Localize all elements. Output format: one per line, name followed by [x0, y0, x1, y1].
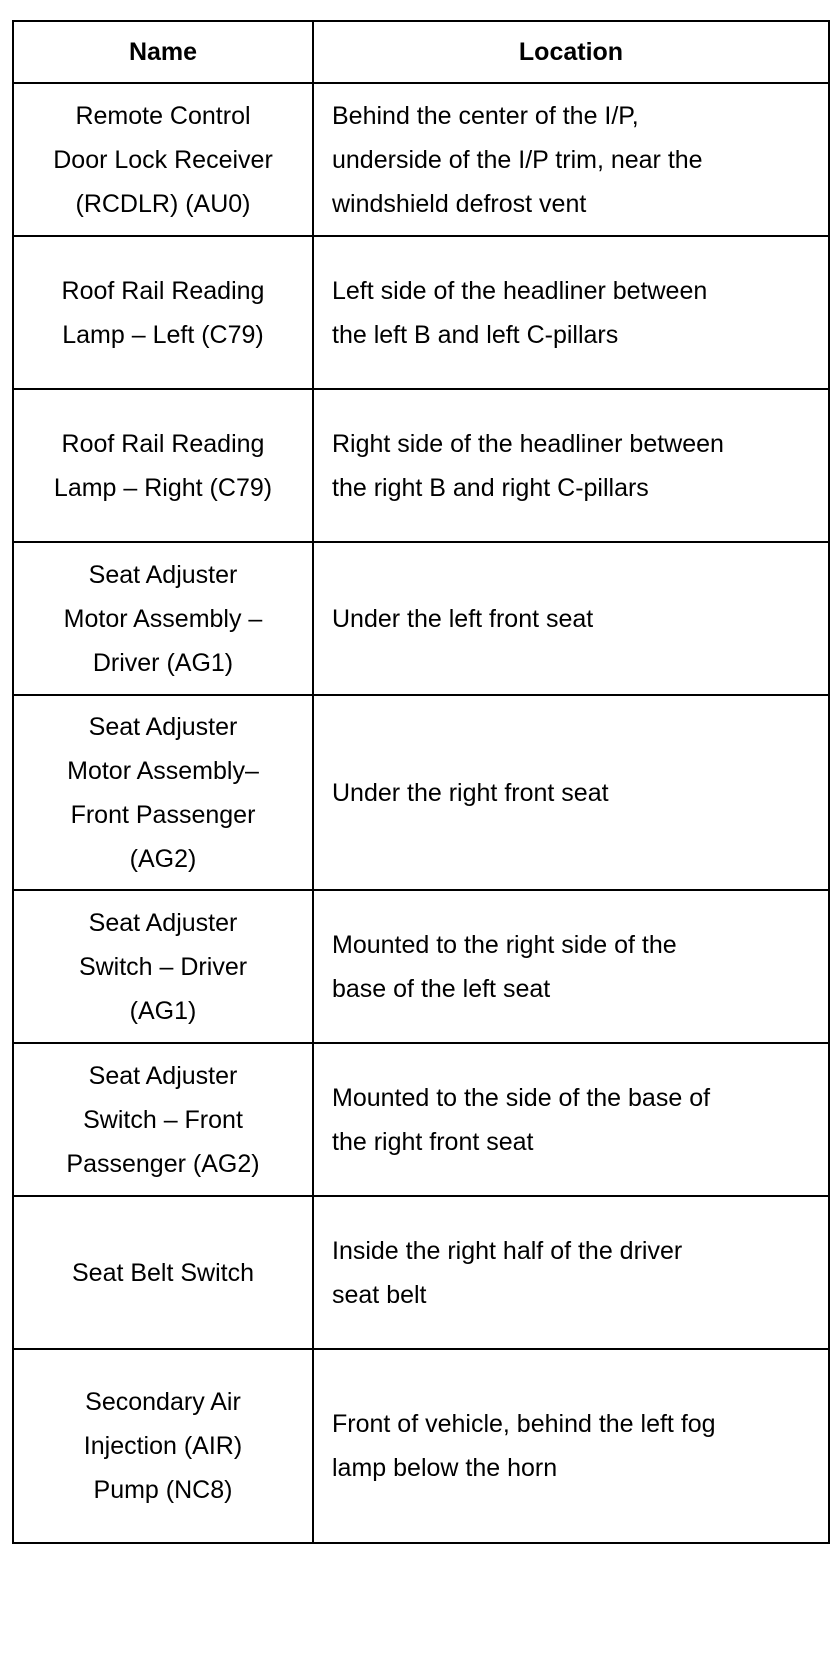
component-location: Behind the center of the I/P, underside of the I/P trim, near the windshield defrost vent [313, 83, 829, 236]
component-location: Under the left front seat [313, 542, 829, 695]
table-row [13, 83, 829, 236]
table-row [13, 236, 829, 389]
header-location: Location [313, 21, 829, 83]
component-location: Mounted to the side of the base of the right front seat [313, 1043, 829, 1196]
component-name: Seat Adjuster Switch – Front Passenger (AG2) [13, 1043, 313, 1196]
component-location: Front of vehicle, behind the left fog lamp below the horn [313, 1349, 829, 1543]
table-row [13, 1196, 829, 1349]
table-row [13, 1043, 829, 1196]
component-location: Right side of the headliner between the right B and right C-pillars [313, 389, 829, 542]
component-location: Left side of the headliner between the left B and left C-pillars [313, 236, 829, 389]
table-row [13, 890, 829, 1043]
component-name: Secondary Air Injection (AIR) Pump (NC8) [13, 1349, 313, 1543]
component-location: Under the right front seat [313, 695, 829, 890]
component-location: Mounted to the right side of the base of the left seat [313, 890, 829, 1043]
component-name: Remote Control Door Lock Receiver (RCDLR) (AU0) [13, 83, 313, 236]
component-location: Inside the right half of the driver seat belt [313, 1196, 829, 1349]
component-name: Seat Belt Switch [13, 1196, 313, 1349]
component-name: Seat Adjuster Switch – Driver (AG1) [13, 890, 313, 1043]
component-name: Seat Adjuster Motor Assembly – Driver (AG1) [13, 542, 313, 695]
component-name: Roof Rail Reading Lamp – Left (C79) [13, 236, 313, 389]
component-name: Seat Adjuster Motor Assembly– Front Passenger (AG2) [13, 695, 313, 890]
header-name: Name [13, 21, 313, 83]
table-row [13, 695, 829, 890]
table-row [13, 542, 829, 695]
table-row [13, 389, 829, 542]
table-row [13, 1349, 829, 1543]
component-location-table [12, 20, 830, 1544]
component-name: Roof Rail Reading Lamp – Right (C79) [13, 389, 313, 542]
header-row [13, 21, 829, 83]
